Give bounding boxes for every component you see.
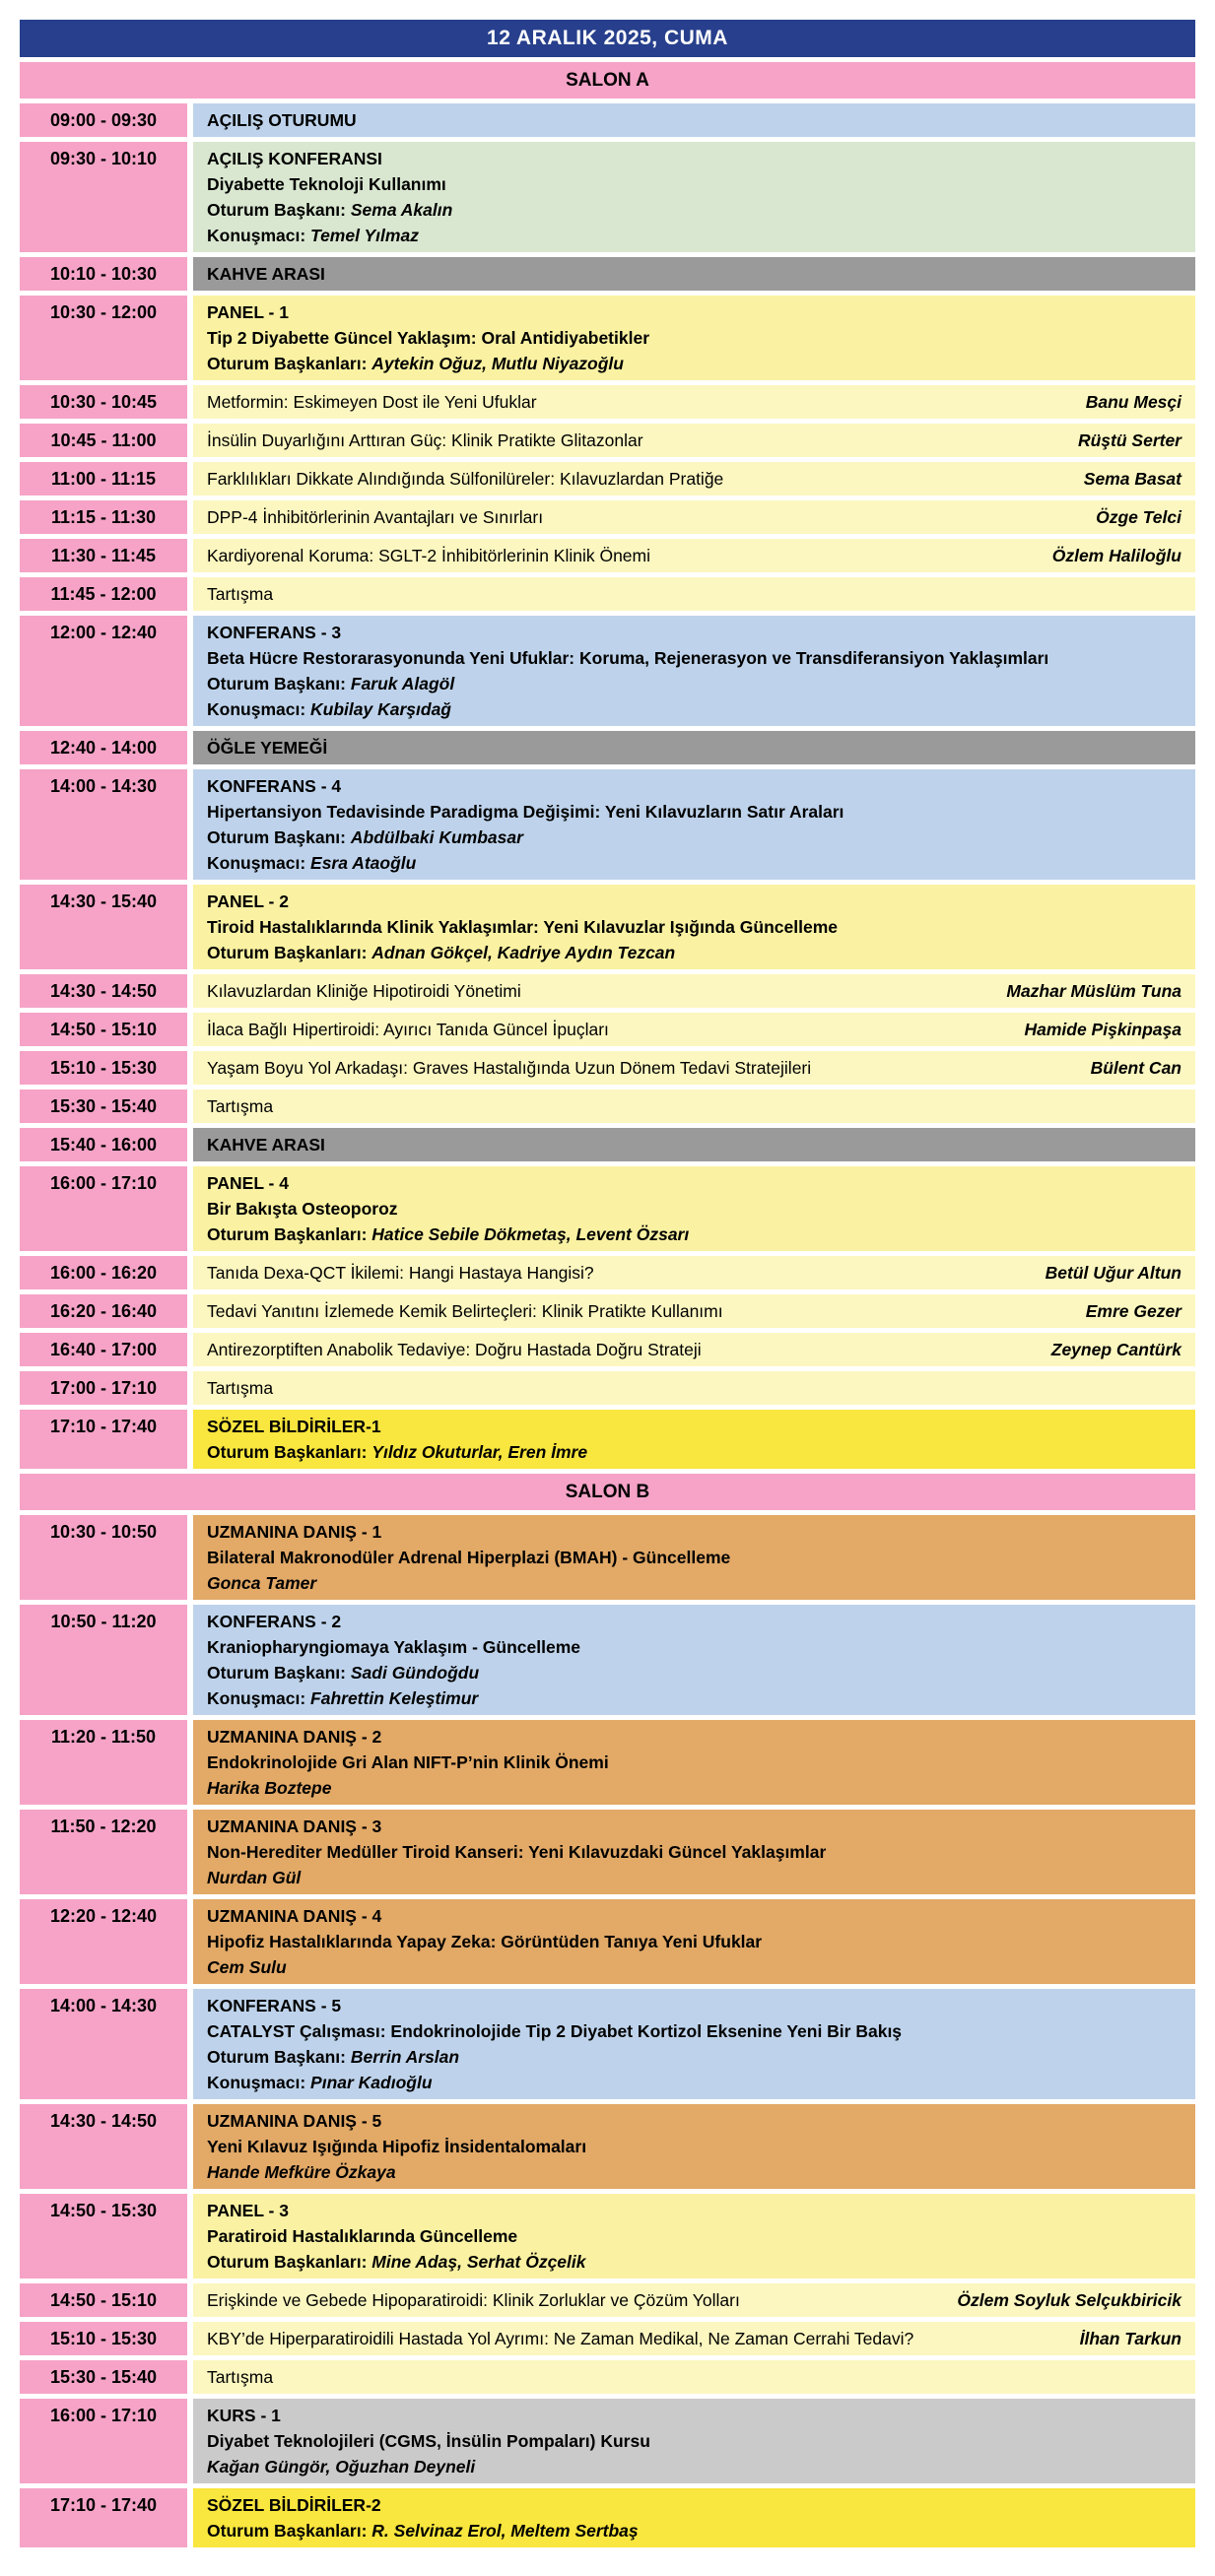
session-title-line: AÇILIŞ OTURUMU bbox=[207, 110, 357, 130]
time-cell: 11:50 - 12:20 bbox=[20, 1810, 187, 1894]
talk-title: Metformin: Eskimeyen Dost ile Yeni Ufuklar bbox=[207, 392, 537, 412]
session-title-line: Tip 2 Diyabette Güncel Yaklaşım: Oral Antidiyabetikler bbox=[207, 328, 650, 348]
speaker-name: Mazhar Müslüm Tuna bbox=[1006, 981, 1181, 1001]
time-cell: 09:00 - 09:30 bbox=[20, 103, 187, 137]
schedule-row bbox=[20, 577, 1195, 611]
talk-title: Kardiyorenal Koruma: SGLT-2 İnhibitörlerinin Klinik Önemi bbox=[207, 546, 651, 565]
session-title-line: Non-Herediter Medüller Tiroid Kanseri: Yeni Kılavuzdaki Güncel Yaklaşımlar bbox=[207, 1842, 827, 1862]
session-cell bbox=[193, 1720, 1195, 1805]
time-cell: 14:00 - 14:30 bbox=[20, 769, 187, 880]
schedule-row bbox=[20, 424, 1195, 457]
talk-title: Farklılıkları Dikkate Alındığında Sülfonilüreler: Kılavuzlardan Pratiğe bbox=[207, 469, 724, 489]
session-cell bbox=[193, 2360, 1195, 2394]
session-title-line: Diyabet Teknolojileri (CGMS, İnsülin Pompaları) Kursu bbox=[207, 2431, 650, 2451]
chair-label: Oturum Başkanları: bbox=[207, 2252, 372, 2272]
session-title-line: Beta Hücre Restorarasyonunda Yeni Ufuklar: Koruma, Rejenerasyon ve Transdiferansiyon Yaklaşımları bbox=[207, 648, 1049, 668]
schedule-row bbox=[20, 1256, 1195, 1289]
time-cell: 15:10 - 15:30 bbox=[20, 1051, 187, 1085]
session-title-line: UZMANINA DANIŞ - 3 bbox=[207, 1816, 382, 1836]
session-title-line: KAHVE ARASI bbox=[207, 1135, 325, 1155]
schedule-table bbox=[20, 62, 1195, 2547]
chair-names: Sema Akalın bbox=[350, 200, 453, 220]
schedule-row bbox=[20, 769, 1195, 880]
chair-label: Konuşmacı: bbox=[207, 226, 311, 245]
session-cell bbox=[193, 1013, 1195, 1046]
time-cell: 09:30 - 10:10 bbox=[20, 142, 187, 252]
talk-title: Tanıda Dexa-QCT İkilemi: Hangi Hastaya Hangisi? bbox=[207, 1263, 594, 1283]
talk-title: KBY’de Hiperparatiroidili Hastada Yol Ayrımı: Ne Zaman Medikal, Ne Zaman Cerrahi Tedavi? bbox=[207, 2329, 914, 2348]
chair-line bbox=[207, 351, 1181, 376]
session-title-line: AÇILIŞ KONFERANSI bbox=[207, 149, 382, 168]
session-cell bbox=[193, 2488, 1195, 2547]
chair-names: Yıldız Okuturlar, Eren İmre bbox=[371, 1442, 588, 1462]
time-cell: 15:40 - 16:00 bbox=[20, 1128, 187, 1161]
session-cell bbox=[193, 539, 1195, 572]
chair-label: Oturum Başkanları: bbox=[207, 2521, 372, 2541]
schedule-row bbox=[20, 462, 1195, 495]
chair-line bbox=[207, 1660, 1181, 1685]
session-cell bbox=[193, 616, 1195, 726]
time-cell: 11:00 - 11:15 bbox=[20, 462, 187, 495]
talk-title: Tedavi Yanıtını İzlemede Kemik Belirteçleri: Klinik Pratikte Kullanımı bbox=[207, 1301, 723, 1321]
schedule-row bbox=[20, 1410, 1195, 1469]
session-title-line: Bilateral Makronodüler Adrenal Hiperplazi (BMAH) - Güncelleme bbox=[207, 1548, 731, 1567]
time-cell: 14:50 - 15:10 bbox=[20, 1013, 187, 1046]
talk-title: Tartışma bbox=[207, 2367, 274, 2387]
chair-label: Oturum Başkanı: bbox=[207, 200, 351, 220]
session-cell bbox=[193, 1810, 1195, 1894]
talk-title: DPP-4 İnhibitörlerinin Avantajları ve Sınırları bbox=[207, 507, 544, 527]
session-cell bbox=[193, 731, 1195, 764]
time-cell: 16:20 - 16:40 bbox=[20, 1294, 187, 1328]
session-cell bbox=[193, 103, 1195, 137]
chair-names: Berrin Arslan bbox=[350, 2047, 460, 2067]
chair-names: Esra Ataoğlu bbox=[310, 853, 417, 873]
session-cell bbox=[193, 2399, 1195, 2483]
chair-line bbox=[207, 850, 1181, 876]
talk-title: Erişkinde ve Gebede Hipoparatiroidi: Klinik Zorluklar ve Çözüm Yolları bbox=[207, 2290, 740, 2310]
schedule-row bbox=[20, 1515, 1195, 1600]
chair-label: Oturum Başkanı: bbox=[207, 2047, 351, 2067]
salon-header: SALON A bbox=[20, 62, 1195, 99]
speaker-names-line: Nurdan Gül bbox=[207, 1868, 302, 1887]
time-cell: 17:10 - 17:40 bbox=[20, 2488, 187, 2547]
session-cell bbox=[193, 462, 1195, 495]
schedule-row bbox=[20, 142, 1195, 252]
time-cell: 17:00 - 17:10 bbox=[20, 1371, 187, 1405]
speaker-name: Özge Telci bbox=[1096, 507, 1181, 527]
time-cell: 16:40 - 17:00 bbox=[20, 1333, 187, 1366]
chair-label: Konuşmacı: bbox=[207, 1688, 311, 1708]
session-title-line: Endokrinolojide Gri Alan NIFT-P’nin Klinik Önemi bbox=[207, 1752, 609, 1772]
schedule-row bbox=[20, 1294, 1195, 1328]
session-title-line: UZMANINA DANIŞ - 5 bbox=[207, 2111, 382, 2131]
chair-line bbox=[207, 223, 1181, 248]
chair-line bbox=[207, 1222, 1181, 1247]
speaker-name: Banu Mesçi bbox=[1085, 392, 1181, 412]
chair-names: Kubilay Karşıdağ bbox=[310, 699, 451, 719]
session-title-line: Diyabette Teknoloji Kullanımı bbox=[207, 174, 446, 194]
talk-title: Tartışma bbox=[207, 1378, 274, 1398]
chair-label: Oturum Başkanları: bbox=[207, 354, 372, 373]
chair-names: Mine Adaş, Serhat Özçelik bbox=[371, 2252, 586, 2272]
speaker-names-line: Kağan Güngör, Oğuzhan Deyneli bbox=[207, 2457, 476, 2477]
chair-line bbox=[207, 825, 1181, 850]
session-title-line: UZMANINA DANIŞ - 1 bbox=[207, 1522, 382, 1542]
time-cell: 14:00 - 14:30 bbox=[20, 1989, 187, 2099]
session-cell bbox=[193, 424, 1195, 457]
chair-names: Hatice Sebile Dökmetaş, Levent Özsarı bbox=[371, 1224, 690, 1244]
schedule-row bbox=[20, 2322, 1195, 2355]
session-title-line: UZMANINA DANIŞ - 2 bbox=[207, 1727, 382, 1747]
time-cell: 10:10 - 10:30 bbox=[20, 257, 187, 291]
session-cell bbox=[193, 1899, 1195, 1984]
time-cell: 11:45 - 12:00 bbox=[20, 577, 187, 611]
chair-line bbox=[207, 2070, 1181, 2095]
session-title-line: PANEL - 1 bbox=[207, 302, 289, 322]
salon-header: SALON B bbox=[20, 1474, 1195, 1510]
time-cell: 15:10 - 15:30 bbox=[20, 2322, 187, 2355]
time-cell: 12:40 - 14:00 bbox=[20, 731, 187, 764]
chair-names: Fahrettin Keleştimur bbox=[310, 1688, 479, 1708]
speaker-name: Özlem Haliloğlu bbox=[1051, 546, 1181, 565]
chair-names: Sadi Gündoğdu bbox=[350, 1663, 480, 1683]
schedule-row bbox=[20, 2399, 1195, 2483]
schedule-row bbox=[20, 1899, 1195, 1984]
chair-names: Faruk Alagöl bbox=[350, 674, 455, 694]
chair-label: Oturum Başkanları: bbox=[207, 1442, 372, 1462]
talk-title: Tartışma bbox=[207, 584, 274, 604]
chair-line bbox=[207, 1439, 1181, 1465]
session-cell bbox=[193, 2322, 1195, 2355]
session-cell bbox=[193, 2283, 1195, 2317]
session-cell bbox=[193, 1166, 1195, 1251]
session-title-line: KONFERANS - 5 bbox=[207, 1996, 342, 2015]
schedule-row bbox=[20, 257, 1195, 291]
session-title-line: Paratiroid Hastalıklarında Güncelleme bbox=[207, 2226, 518, 2246]
time-cell: 10:30 - 10:45 bbox=[20, 385, 187, 419]
chair-label: Oturum Başkanları: bbox=[207, 1224, 372, 1244]
session-title-line: ÖĞLE YEMEĞİ bbox=[207, 738, 328, 758]
schedule-row bbox=[20, 539, 1195, 572]
time-cell: 16:00 - 17:10 bbox=[20, 1166, 187, 1251]
chair-label: Oturum Başkanları: bbox=[207, 943, 372, 962]
time-cell: 14:30 - 14:50 bbox=[20, 2104, 187, 2189]
chair-label: Oturum Başkanı: bbox=[207, 1663, 351, 1683]
schedule-row bbox=[20, 1013, 1195, 1046]
schedule-row bbox=[20, 296, 1195, 380]
time-cell: 14:30 - 15:40 bbox=[20, 885, 187, 969]
schedule-row bbox=[20, 1051, 1195, 1085]
session-cell bbox=[193, 385, 1195, 419]
talk-title: İlaca Bağlı Hipertiroidi: Ayırıcı Tanıda Güncel İpuçları bbox=[207, 1020, 609, 1039]
time-cell: 10:30 - 12:00 bbox=[20, 296, 187, 380]
time-cell: 14:50 - 15:30 bbox=[20, 2194, 187, 2279]
talk-title: İnsülin Duyarlığını Arttıran Güç: Klinik Pratikte Glitazonlar bbox=[207, 430, 643, 450]
schedule-row bbox=[20, 1720, 1195, 1805]
session-cell bbox=[193, 257, 1195, 291]
schedule-row bbox=[20, 885, 1195, 969]
time-cell: 11:20 - 11:50 bbox=[20, 1720, 187, 1805]
speaker-names-line: Cem Sulu bbox=[207, 1957, 287, 1977]
speaker-names-line: Gonca Tamer bbox=[207, 1573, 317, 1593]
session-cell bbox=[193, 1371, 1195, 1405]
time-cell: 15:30 - 15:40 bbox=[20, 2360, 187, 2394]
session-title-line: SÖZEL BİLDİRİLER-2 bbox=[207, 2495, 381, 2515]
session-title-line: Bir Bakışta Osteoporoz bbox=[207, 1199, 398, 1219]
time-cell: 11:15 - 11:30 bbox=[20, 500, 187, 534]
speaker-name: Emre Gezer bbox=[1085, 1301, 1181, 1321]
speaker-name: Hamide Pişkinpaşa bbox=[1024, 1020, 1181, 1039]
session-title-line: KONFERANS - 2 bbox=[207, 1612, 342, 1631]
schedule-row bbox=[20, 2194, 1195, 2279]
chair-line bbox=[207, 197, 1181, 223]
chair-names: Aytekin Oğuz, Mutlu Niyazoğlu bbox=[371, 354, 624, 373]
session-cell bbox=[193, 296, 1195, 380]
time-cell: 10:45 - 11:00 bbox=[20, 424, 187, 457]
chair-label: Konuşmacı: bbox=[207, 853, 311, 873]
chair-label: Oturum Başkanı: bbox=[207, 674, 351, 694]
session-cell bbox=[193, 1051, 1195, 1085]
schedule-row bbox=[20, 500, 1195, 534]
session-title-line: PANEL - 2 bbox=[207, 892, 289, 911]
talk-title: Yaşam Boyu Yol Arkadaşı: Graves Hastalığında Uzun Dönem Tedavi Stratejileri bbox=[207, 1058, 812, 1078]
speaker-name: İlhan Tarkun bbox=[1079, 2329, 1181, 2348]
time-cell: 16:00 - 16:20 bbox=[20, 1256, 187, 1289]
schedule-row bbox=[20, 1166, 1195, 1251]
time-cell: 10:50 - 11:20 bbox=[20, 1605, 187, 1715]
talk-title: Tartışma bbox=[207, 1096, 274, 1116]
session-cell bbox=[193, 1090, 1195, 1123]
schedule-row bbox=[20, 385, 1195, 419]
session-cell bbox=[193, 1605, 1195, 1715]
session-title-line: Yeni Kılavuz Işığında Hipofiz İnsidentalomaları bbox=[207, 2137, 587, 2156]
session-cell bbox=[193, 2104, 1195, 2189]
speaker-name: Bülent Can bbox=[1090, 1058, 1181, 1078]
session-title-line: KONFERANS - 3 bbox=[207, 623, 342, 642]
session-cell bbox=[193, 577, 1195, 611]
speaker-name: Zeynep Cantürk bbox=[1050, 1340, 1181, 1359]
chair-line bbox=[207, 1685, 1181, 1711]
session-cell bbox=[193, 1410, 1195, 1469]
time-cell: 14:30 - 14:50 bbox=[20, 974, 187, 1008]
session-title-line: UZMANINA DANIŞ - 4 bbox=[207, 1906, 382, 1926]
chair-label: Oturum Başkanı: bbox=[207, 827, 351, 847]
schedule-row bbox=[20, 2283, 1195, 2317]
chair-names: Pınar Kadıoğlu bbox=[310, 2073, 433, 2092]
session-cell bbox=[193, 500, 1195, 534]
session-title-line: KURS - 1 bbox=[207, 2406, 281, 2425]
schedule-row bbox=[20, 1605, 1195, 1715]
chair-line bbox=[207, 2249, 1181, 2275]
schedule-row bbox=[20, 103, 1195, 137]
schedule-row bbox=[20, 1090, 1195, 1123]
schedule-row bbox=[20, 1333, 1195, 1366]
session-title-line: Kraniopharyngiomaya Yaklaşım - Güncelleme bbox=[207, 1637, 580, 1657]
session-cell bbox=[193, 974, 1195, 1008]
session-title-line: Hipertansiyon Tedavisinde Paradigma Değişimi: Yeni Kılavuzların Satır Araları bbox=[207, 802, 844, 822]
time-cell: 11:30 - 11:45 bbox=[20, 539, 187, 572]
session-cell bbox=[193, 1294, 1195, 1328]
chair-names: R. Selvinaz Erol, Meltem Sertbaş bbox=[371, 2521, 639, 2541]
chair-line bbox=[207, 671, 1181, 696]
session-cell bbox=[193, 1256, 1195, 1289]
schedule-row bbox=[20, 731, 1195, 764]
speaker-name: Rüştü Serter bbox=[1077, 430, 1181, 450]
schedule-row bbox=[20, 974, 1195, 1008]
session-title-line: SÖZEL BİLDİRİLER-1 bbox=[207, 1417, 381, 1436]
session-cell bbox=[193, 1128, 1195, 1161]
session-cell bbox=[193, 2194, 1195, 2279]
session-title-line: Hipofiz Hastalıklarında Yapay Zeka: Görüntüden Tanıya Yeni Ufuklar bbox=[207, 1932, 763, 1951]
speaker-names-line: Hande Mefküre Özkaya bbox=[207, 2162, 396, 2182]
schedule-row bbox=[20, 1989, 1195, 2099]
session-title-line: PANEL - 3 bbox=[207, 2201, 289, 2220]
chair-line bbox=[207, 940, 1181, 965]
talk-title: Antirezorptiften Anabolik Tedaviye: Doğru Hastada Doğru Strateji bbox=[207, 1340, 702, 1359]
session-cell bbox=[193, 885, 1195, 969]
chair-line bbox=[207, 2044, 1181, 2070]
chair-label: Konuşmacı: bbox=[207, 699, 311, 719]
chair-names: Abdülbaki Kumbasar bbox=[350, 827, 523, 847]
session-cell bbox=[193, 769, 1195, 880]
speaker-name: Özlem Soyluk Selçukbiricik bbox=[957, 2290, 1181, 2310]
speaker-name: Betül Uğur Altun bbox=[1045, 1263, 1181, 1283]
talk-title: Kılavuzlardan Kliniğe Hipotiroidi Yönetimi bbox=[207, 981, 521, 1001]
schedule-row bbox=[20, 2104, 1195, 2189]
session-cell bbox=[193, 1515, 1195, 1600]
session-title-line: KAHVE ARASI bbox=[207, 264, 325, 284]
chair-label: Konuşmacı: bbox=[207, 2073, 311, 2092]
session-title-line: PANEL - 4 bbox=[207, 1173, 289, 1193]
chair-names: Adnan Gökçel, Kadriye Aydın Tezcan bbox=[371, 943, 676, 962]
time-cell: 15:30 - 15:40 bbox=[20, 1090, 187, 1123]
speaker-names-line: Harika Boztepe bbox=[207, 1778, 332, 1798]
schedule-row bbox=[20, 1128, 1195, 1161]
schedule-row bbox=[20, 1810, 1195, 1894]
time-cell: 16:00 - 17:10 bbox=[20, 2399, 187, 2483]
schedule-row bbox=[20, 2488, 1195, 2547]
session-cell bbox=[193, 142, 1195, 252]
session-title-line: KONFERANS - 4 bbox=[207, 776, 342, 796]
time-cell: 12:20 - 12:40 bbox=[20, 1899, 187, 1984]
day-header: 12 ARALIK 2025, CUMA bbox=[20, 20, 1195, 57]
time-cell: 14:50 - 15:10 bbox=[20, 2283, 187, 2317]
session-cell bbox=[193, 1989, 1195, 2099]
time-cell: 17:10 - 17:40 bbox=[20, 1410, 187, 1469]
chair-names: Temel Yılmaz bbox=[310, 226, 419, 245]
time-cell: 10:30 - 10:50 bbox=[20, 1515, 187, 1600]
chair-line bbox=[207, 696, 1181, 722]
session-title-line: Tiroid Hastalıklarında Klinik Yaklaşımlar: Yeni Kılavuzlar Işığında Güncelleme bbox=[207, 917, 838, 937]
session-title-line: CATALYST Çalışması: Endokrinolojide Tip 2 Diyabet Kortizol Eksenine Yeni Bir Bakış bbox=[207, 2021, 903, 2041]
session-cell bbox=[193, 1333, 1195, 1366]
schedule-row bbox=[20, 2360, 1195, 2394]
schedule-row bbox=[20, 616, 1195, 726]
schedule-row bbox=[20, 1371, 1195, 1405]
time-cell: 12:00 - 12:40 bbox=[20, 616, 187, 726]
speaker-name: Sema Basat bbox=[1083, 469, 1181, 489]
